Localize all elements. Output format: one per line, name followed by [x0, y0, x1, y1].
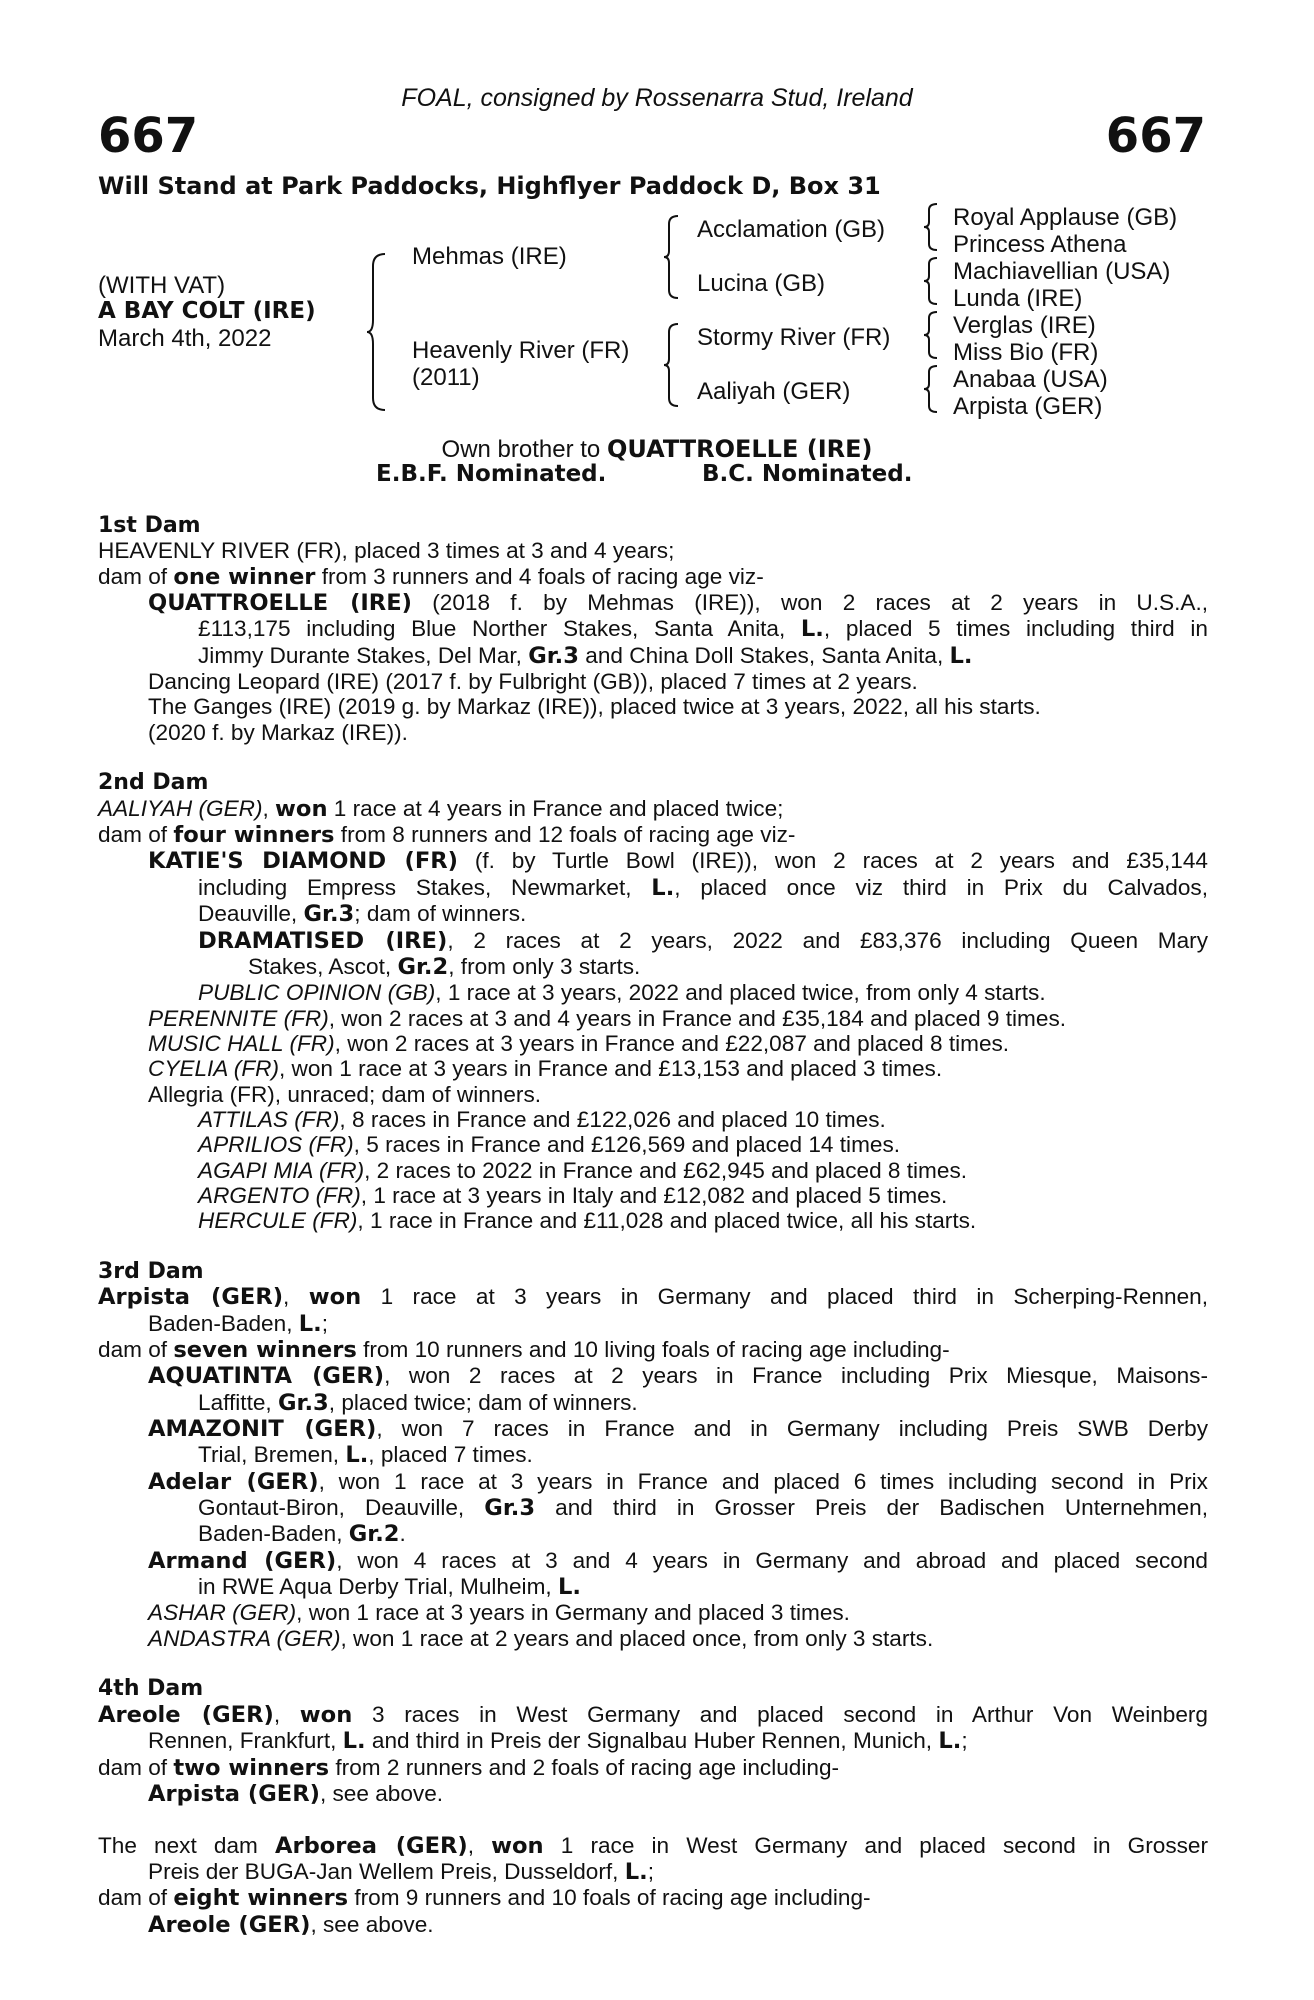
progeny-entry: (2020 f. by Markaz (IRE)).	[148, 719, 408, 745]
dam-sire: Stormy River (FR)	[697, 324, 891, 351]
progeny-entry: PUBLIC OPINION (GB), 1 race at 3 years, 2022 and placed twice, from only 4 starts.	[198, 980, 1046, 1006]
progeny-entry: ANDASTRA (GER), won 1 race at 2 years and placed once, from only 3 starts.	[148, 1625, 934, 1651]
dam-name: Heavenly River (FR)	[412, 337, 630, 364]
progeny-entry: AMAZONIT (GER), won 7 races in France and in Germany including Preis SWB Derby	[148, 1416, 1208, 1443]
vat-note: (WITH VAT)	[98, 272, 226, 299]
lot-number-right: 667	[1105, 108, 1206, 164]
progeny-entry-cont: Trial, Bremen, L., placed 7 times.	[198, 1442, 533, 1469]
sire-name: Mehmas (IRE)	[412, 243, 567, 270]
next-dam-line-cont: Preis der BUGA-Jan Wellem Preis, Dusseldorf, L.;	[148, 1858, 654, 1885]
next-dam-summary: dam of eight winners from 9 runners and 10 foals of racing age including-	[98, 1885, 871, 1912]
dam-dam: Aaliyah (GER)	[697, 378, 851, 405]
first-dam-summary: dam of one winner from 3 runners and 4 foals of racing age viz-	[98, 563, 764, 590]
progeny-entry: Areole (GER), see above.	[148, 1911, 434, 1938]
progeny-entry-cont: Stakes, Ascot, Gr.2, from only 3 starts.	[248, 953, 641, 980]
ggp-8: Arpista (GER)	[953, 393, 1103, 420]
stand-location: Will Stand at Park Paddocks, Highflyer Paddock D, Box 31	[98, 172, 881, 200]
ggp-4: Lunda (IRE)	[953, 285, 1083, 312]
ggp-1: Royal Applause (GB)	[953, 204, 1178, 231]
progeny-entry: DRAMATISED (IRE), 2 races at 2 years, 2022 and £83,376 including Queen Mary	[198, 927, 1209, 954]
progeny-entry-cont: Laffitte, Gr.3, placed twice; dam of winners.	[198, 1389, 638, 1416]
progeny-entry: ATTILAS (FR), 8 races in France and £122,026 and placed 10 times.	[198, 1106, 886, 1132]
progeny-entry-cont: Baden-Baden, Gr.2.	[198, 1521, 406, 1548]
fourth-dam-line-cont: Rennen, Frankfurt, L. and third in Preis der Signalbau Huber Rennen, Munich, L.;	[148, 1728, 968, 1755]
sire-dam: Lucina (GB)	[697, 270, 826, 297]
progeny-entry: Armand (GER), won 4 races at 3 and 4 years in Germany and abroad and placed second	[148, 1547, 1208, 1574]
progeny-entry-cont: in RWE Aqua Derby Trial, Mulheim, L.	[198, 1574, 581, 1601]
progeny-entry: ASHAR (GER), won 1 race at 3 years in Germany and placed 3 times.	[148, 1600, 850, 1626]
pedigree-brace-g4	[924, 364, 938, 414]
progeny-entry: QUATTROELLE (IRE) (2018 f. by Mehmas (IRE)), won 2 races at 2 years in U.S.A.,	[148, 590, 1208, 617]
progeny-entry: MUSIC HALL (FR), won 2 races at 3 years in France and £22,087 and placed 8 times.	[148, 1030, 1010, 1056]
ggp-5: Verglas (IRE)	[953, 312, 1096, 339]
progeny-entry: HERCULE (FR), 1 race in France and £11,028 and placed twice, all his starts.	[198, 1208, 977, 1234]
progeny-entry: APRILIOS (FR), 5 races in France and £126,569 and placed 14 times.	[198, 1132, 901, 1158]
pedigree-brace-dam	[664, 322, 680, 408]
ggp-2: Princess Athena	[953, 231, 1127, 258]
second-dam-line: AALIYAH (GER), won 1 race at 4 years in France and placed twice;	[98, 795, 784, 822]
second-dam-summary: dam of four winners from 8 runners and 12 foals of racing age viz-	[98, 822, 796, 849]
pedigree-brace-g1	[924, 202, 938, 252]
pedigree-brace-main	[367, 252, 389, 412]
pedigree-brace-g2	[924, 256, 938, 306]
progeny-entry: Adelar (GER), won 1 race at 3 years in France and placed 6 times including second in Prix	[148, 1468, 1208, 1495]
horse-name: A BAY COLT (IRE)	[98, 298, 316, 324]
consignor-line: FOAL, consigned by Rossenarra Stud, Ireland	[401, 84, 913, 112]
ggp-6: Miss Bio (FR)	[953, 339, 1099, 366]
second-dam-heading: 2nd Dam	[98, 770, 209, 796]
lot-number-left: 667	[98, 108, 199, 164]
bc-nominated: B.C. Nominated.	[702, 461, 913, 487]
progeny-entry: The Ganges (IRE) (2019 g. by Markaz (IRE)), placed twice at 3 years, 2022, all his starts.	[148, 694, 1041, 720]
own-brother-name: QUATTROELLE (IRE)	[606, 435, 873, 463]
own-brother-note	[0, 435, 1314, 464]
fourth-dam-heading: 4th Dam	[98, 1676, 204, 1702]
progeny-entry: AQUATINTA (GER), won 2 races at 2 years in France including Prix Miesque, Maisons-	[148, 1363, 1209, 1390]
progeny-entry: KATIE'S DIAMOND (FR) (f. by Turtle Bowl (IRE)), won 2 races at 2 years and £35,144	[148, 848, 1208, 875]
own-brother-prefix: Own brother to	[441, 436, 607, 463]
third-dam-heading: 3rd Dam	[98, 1258, 204, 1284]
sire-sire: Acclamation (GB)	[697, 216, 886, 243]
pedigree-brace-sire	[664, 214, 680, 300]
next-dam-line: The next dam Arborea (GER), won 1 race in West Germany and placed second in Grosser	[98, 1832, 1208, 1859]
progeny-entry-cont: £113,175 including Blue Norther Stakes, Santa Anita, L., placed 5 times including third in	[198, 616, 1208, 643]
horse-dob: March 4th, 2022	[98, 325, 272, 352]
third-dam-summary: dam of seven winners from 10 runners and 10 living foals of racing age including-	[98, 1337, 950, 1363]
first-dam-line: HEAVENLY RIVER (FR), placed 3 times at 3 and 4 years;	[98, 538, 675, 564]
fourth-dam-line: Areole (GER), won 3 races in West Germany and placed second in Arthur Von Weinberg	[98, 1701, 1208, 1728]
progeny-entry-cont: Gontaut-Biron, Deauville, Gr.3 and third in Grosser Preis der Badischen Unternehmen,	[198, 1495, 1208, 1522]
progeny-entry: PERENNITE (FR), won 2 races at 3 and 4 years in France and £35,184 and placed 9 times.	[148, 1005, 1067, 1031]
progeny-entry-cont: Jimmy Durante Stakes, Del Mar, Gr.3 and China Doll Stakes, Santa Anita, L.	[198, 642, 973, 669]
progeny-entry: Arpista (GER), see above.	[148, 1780, 444, 1807]
third-dam-line: Arpista (GER), won 1 race at 3 years in Germany and placed third in Scherping-Rennen,	[98, 1284, 1208, 1311]
progeny-entry: ARGENTO (FR), 1 race at 3 years in Italy and £12,082 and placed 5 times.	[198, 1182, 948, 1208]
catalogue-body	[98, 513, 1208, 1938]
ggp-3: Machiavellian (USA)	[953, 258, 1171, 285]
progeny-entry: CYELIA (FR), won 1 race at 3 years in France and £13,153 and placed 3 times.	[148, 1056, 943, 1082]
progeny-entry-cont: Deauville, Gr.3; dam of winners.	[198, 901, 527, 928]
progeny-entry: Allegria (FR), unraced; dam of winners.	[148, 1081, 542, 1107]
fourth-dam-summary: dam of two winners from 2 runners and 2 foals of racing age including-	[98, 1754, 840, 1781]
pedigree-brace-g3	[924, 310, 938, 360]
first-dam-heading: 1st Dam	[98, 513, 201, 538]
progeny-entry-cont: including Empress Stakes, Newmarket, L., placed once viz third in Prix du Calvados,	[198, 874, 1208, 901]
ggp-7: Anabaa (USA)	[953, 366, 1108, 393]
progeny-entry: AGAPI MIA (FR), 2 races to 2022 in France and £62,945 and placed 8 times.	[198, 1157, 968, 1183]
ebf-nominated: E.B.F. Nominated.	[376, 461, 607, 487]
dam-year: (2011)	[412, 364, 480, 391]
progeny-entry: Dancing Leopard (IRE) (2017 f. by Fulbright (GB)), placed 7 times at 2 years.	[148, 669, 918, 695]
third-dam-line-cont: Baden-Baden, L.;	[148, 1310, 329, 1337]
